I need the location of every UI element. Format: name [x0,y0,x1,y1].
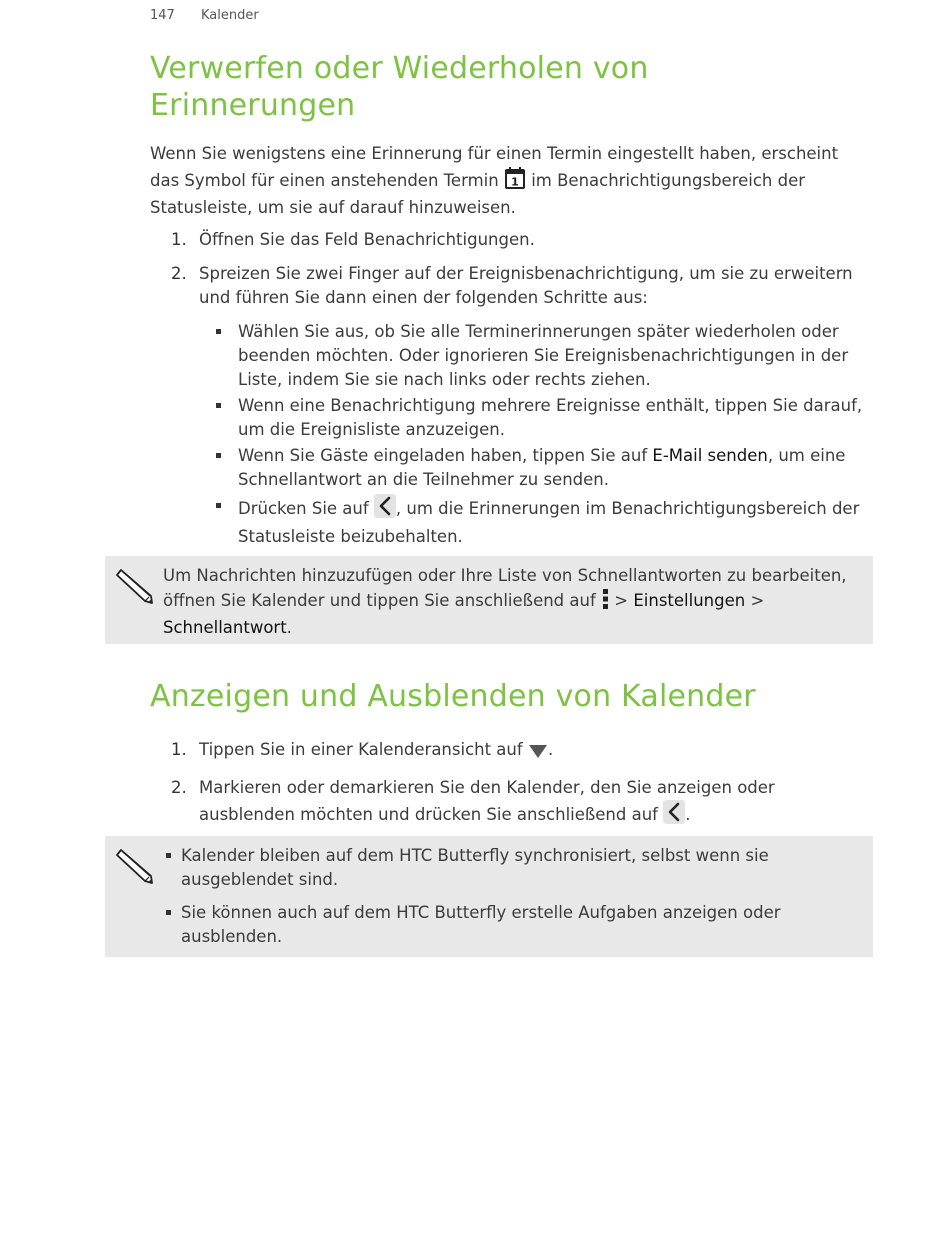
intro-text-a: Wenn Sie wenigstens eine Erinnerung für einen Termin eingestellt haben, erscheint das Symbol für einen anstehenden Termin [150,144,839,190]
punctuation: . [547,740,554,759]
back-icon [374,494,396,525]
back-icon [663,800,685,831]
pencil-icon [115,846,155,890]
step-number: 2. [171,264,187,283]
note-text [163,564,855,640]
bullet-text: Wenn eine Benachrichtigung mehrere Ereignisse enthält, tippen Sie darauf, um die Ereignisliste anzuzeigen. [238,396,863,439]
intro-paragraph [150,142,870,220]
list-item [150,262,870,549]
step-number: 1. [171,740,187,759]
step-text: Tippen Sie in einer Kalenderansicht auf [199,740,523,759]
list-item [199,394,870,442]
chapter-title: Kalender [200,8,259,23]
page-header [150,8,259,23]
section-title-show-hide: Anzeigen und Ausblenden von Kalender [150,679,756,714]
steps-list-reminders [150,228,870,559]
bullet-text: Wenn Sie Gäste eingeladen haben, tippen Sie auf [238,446,648,465]
punctuation: . [286,618,292,637]
step-text: Spreizen Sie zwei Finger auf der Ereignisbenachrichtigung, um sie zu erweitern und führen Sie dann einen der folgenden Schritte aus: [199,264,853,307]
note-box-calendars [105,836,873,957]
list-item [150,776,870,831]
step-number: 1. [171,230,187,249]
settings-label: Einstellungen [633,590,746,610]
svg-text:1: 1 [511,175,519,188]
list-item [199,444,870,492]
steps-list-show-hide [150,738,870,841]
bullet-text: , um die Erinnerungen im Benachrichtigungsbereich der Statusleiste beizubehalten. [238,499,860,546]
send-email-label: E-Mail senden [652,446,768,465]
separator: > [609,590,634,610]
list-item [150,738,870,766]
sub-bullet-list [199,320,870,549]
note-text [163,844,855,958]
list-item [163,844,855,891]
list-item [199,494,870,549]
bullet-text: , um eine Schnellantwort an die Teilnehmer zu senden. [238,446,846,489]
bullet-text: Wählen Sie aus, ob Sie alle Terminerinnerungen später wiederholen oder beenden möchten. Oder ignorieren Sie Ereignisbenachrichtigungen in der Liste, indem Sie sie nach links oder rechts ziehen. [238,322,849,389]
note-bullet-text: Kalender bleiben auf dem HTC Butterfly synchronisiert, selbst wenn sie ausgeblendet sind. [181,846,769,889]
dropdown-triangle-icon [528,742,548,766]
list-item [150,228,870,252]
bullet-text: Drücken Sie auf [238,499,369,518]
quick-reply-label: Schnellantwort [163,618,287,637]
intro-text-b: im Benachrichtigungsbereich der Statusleiste, um sie auf darauf hinzuweisen. [150,170,806,217]
separator: > [745,590,765,610]
note-bullet-text: Sie können auch auf dem HTC Butterfly erstelle Aufgaben anzeigen oder ausblenden. [181,903,781,946]
page-number: 147 [150,8,175,23]
calendar-event-icon [504,166,526,197]
step-text: Öffnen Sie das Feld Benachrichtigungen. [199,230,535,249]
step-number: 2. [171,778,187,797]
note-box-quick-reply [105,556,873,644]
pencil-icon [115,566,155,610]
section-title-reminders: Verwerfen oder Wiederholen von Erinnerungen [150,51,649,123]
punctuation: . [685,805,691,824]
note-bullet-list [163,844,855,948]
list-item [199,320,870,392]
step-text: Markieren oder demarkieren Sie den Kalender, den Sie anzeigen oder ausblenden möchten und drücken Sie anschließend auf [199,778,775,824]
menu-dots-icon [601,588,609,617]
list-item [163,901,855,948]
note-text-a: Um Nachrichten hinzuzufügen oder Ihre Liste von Schnellantworten zu bearbeiten, öffnen Sie Kalender und tippen Sie anschließend auf [163,566,847,610]
